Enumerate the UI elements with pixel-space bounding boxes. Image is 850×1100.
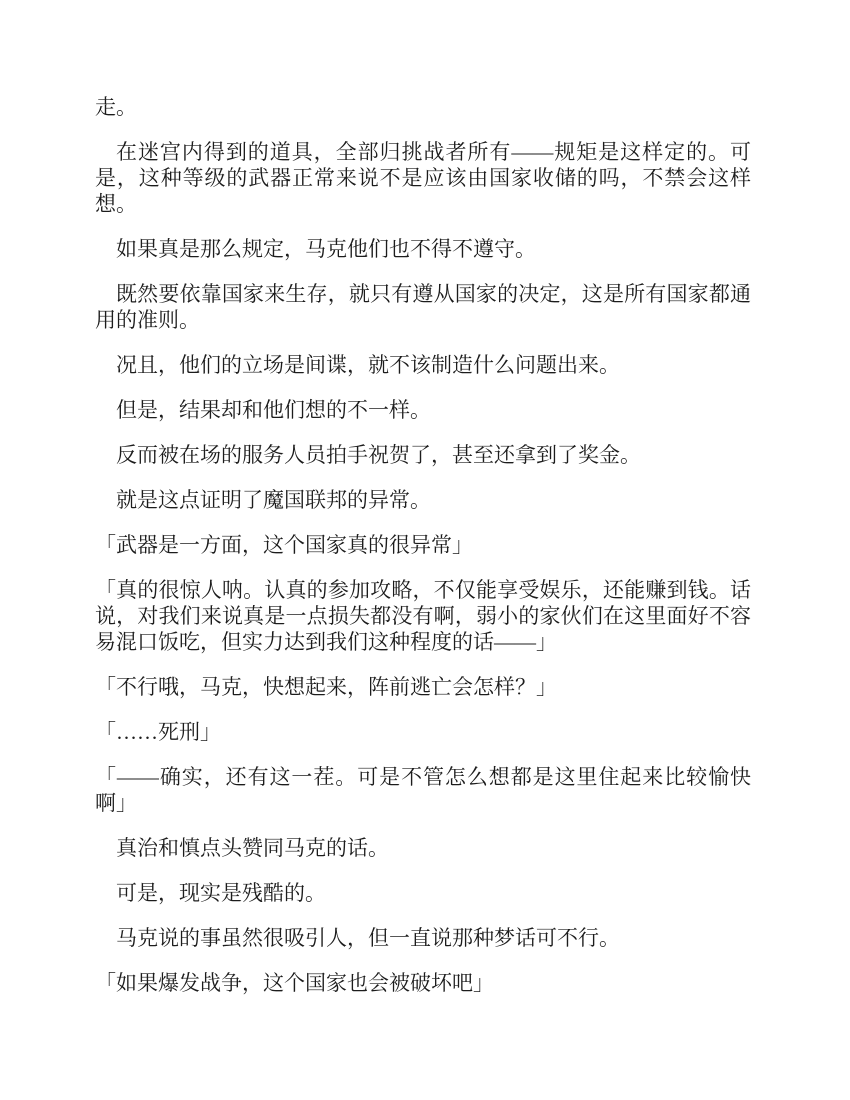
novel-text-block [95,94,751,996]
paragraph: 「真的很惊人呐。认真的参加攻略，不仅能享受娱乐，还能赚到钱。话说，对我们来说真是一点损失都没有啊，弱小的家伙们在这里面好不容易混口饭吃，但实力达到我们这种程度的话——」 [95,578,751,654]
paragraph: 可是，现实是残酷的。 [116,881,326,905]
paragraph: 「不行哦，马克，快想起来，阵前逃亡会怎样？」 [95,675,557,699]
paragraph: 「如果爆发战争，这个国家也会被破坏吧」 [95,971,494,995]
paragraph: 反而被在场的服务人员拍手祝贺了，甚至还拿到了奖金。 [116,443,641,467]
paragraph: 「——确实，还有这一茬。可是不管怎么想都是这里住起来比较愉快啊」 [95,765,751,815]
paragraph: 「……死刑」 [95,720,221,744]
paragraph: 况且，他们的立场是间谍，就不该制造什么问题出来。 [116,353,620,377]
paragraph: 就是这点证明了魔国联邦的异常。 [116,488,431,512]
paragraph: 既然要依靠国家来生存，就只有遵从国家的决定，这是所有国家都通用的准则。 [95,282,751,332]
paragraph: 但是，结果却和他们想的不一样。 [116,398,431,422]
paragraph: 「武器是一方面，这个国家真的很异常」 [95,533,473,557]
paragraph: 如果真是那么规定，马克他们也不得不遵守。 [116,237,536,261]
paragraph: 走。 [95,95,137,119]
paragraph: 马克说的事虽然很吸引人，但一直说那种梦话可不行。 [116,926,620,950]
paragraph: 真治和慎点头赞同马克的话。 [116,836,389,860]
paragraph: 在迷宫内得到的道具，全部归挑战者所有——规矩是这样定的。可是，这种等级的武器正常来说不是应该由国家收储的吗，不禁会这样想。 [95,140,751,216]
